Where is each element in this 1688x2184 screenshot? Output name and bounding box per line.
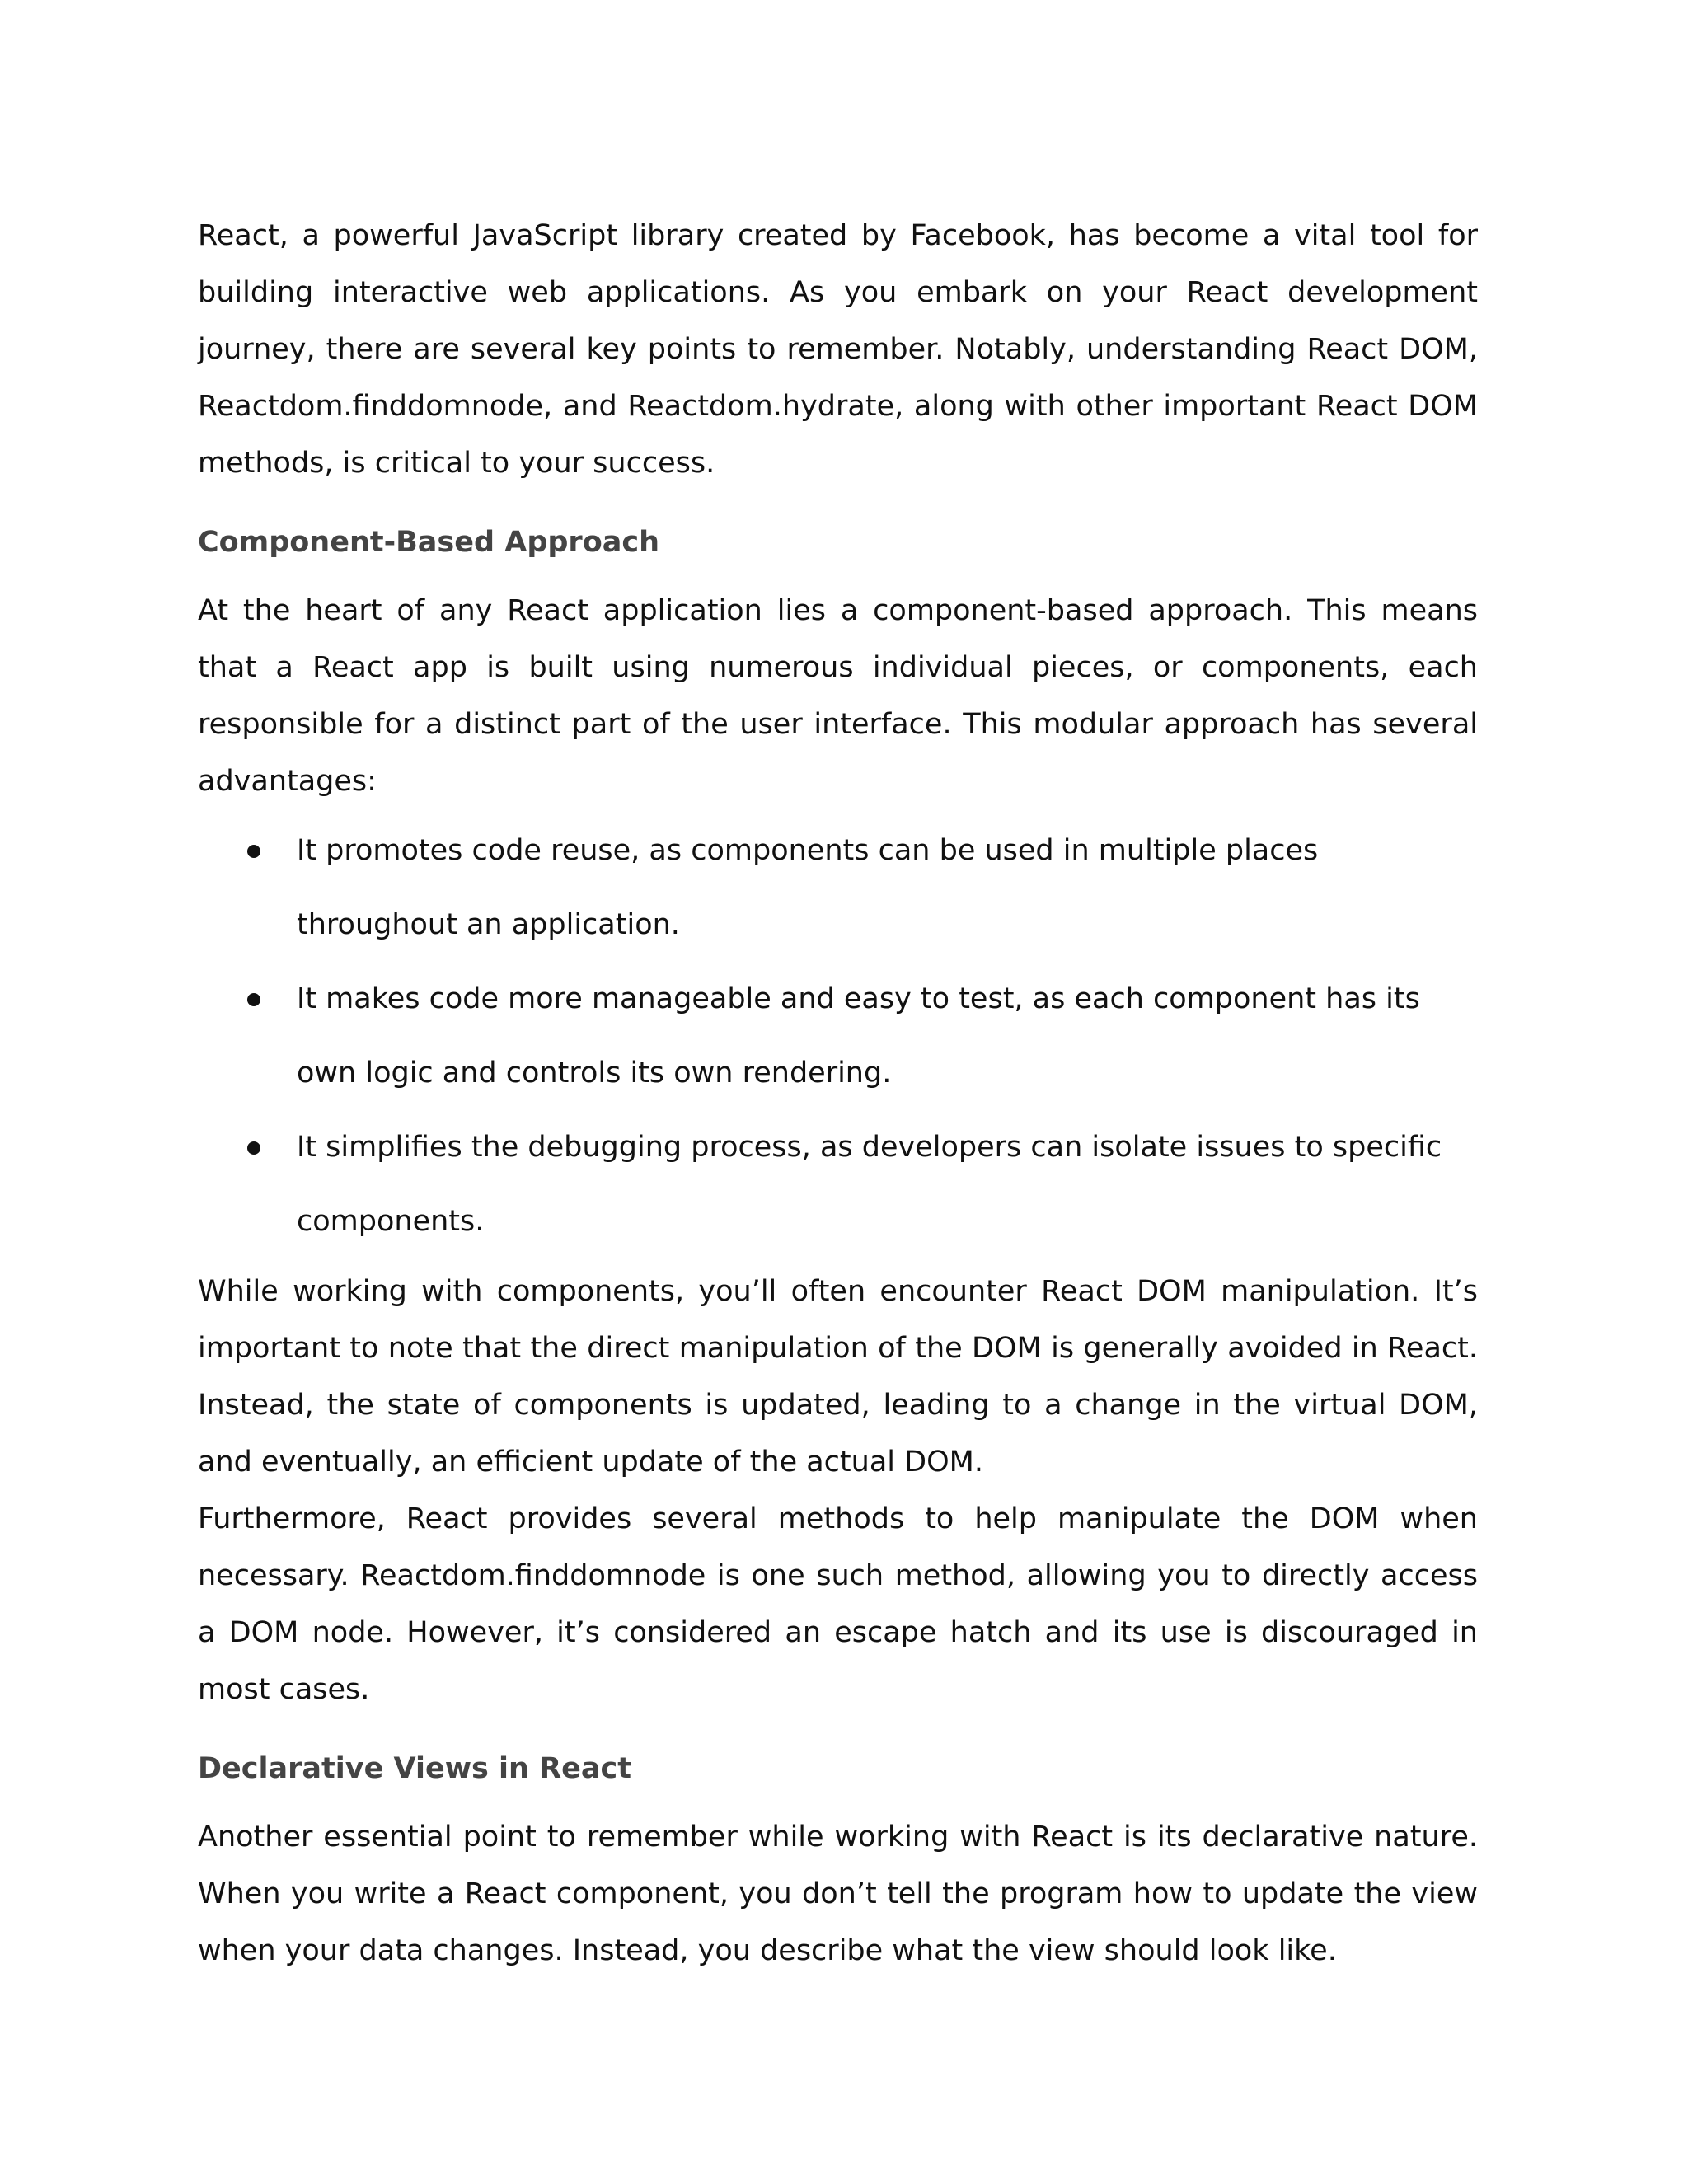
bullet-icon — [247, 1141, 260, 1155]
section1-paragraph-finddomnode: Furthermore, React provides several methods to help manipulate the DOM when necessary. Reactdom.finddomnode is one such method, allowing you to directly access a DOM node. However, it’s considered an escape hatch and its use is discouraged in most cases. — [198, 1502, 1478, 1706]
list-item — [198, 1110, 1478, 1258]
list-item-text: It simplifies the debugging process, as developers can isolate issues to specific components. — [297, 1131, 1442, 1238]
list-item — [198, 813, 1478, 962]
section2-paragraph: Another essential point to remember while working with React is its declarative nature. When you write a React component, you don’t tell the program how to update the view when your data changes. Instead, you describe what the view should look like. — [198, 1821, 1478, 1967]
section1-paragraph: At the heart of any React application lies a component-based approach. This means that a React app is built using numerous individual pieces, or components, each responsible for a distinct part of the user interface. This modular approach has several advantages: — [198, 594, 1478, 798]
bullet-icon — [247, 993, 260, 1006]
list-item — [198, 962, 1478, 1110]
section1-paragraph-dom-manipulation: While working with components, you’ll often encounter React DOM manipulation. It’s important to note that the direct manipulation of the DOM is generally avoided in React. Instead, the state of components is updated, leading to a change in the virtual DOM, and eventually, an efficient update of the actual DOM. — [198, 1275, 1478, 1479]
list-item-text: It promotes code reuse, as components can be used in multiple places throughout an application. — [297, 834, 1319, 941]
document-body — [198, 208, 1478, 1980]
bullet-icon — [247, 845, 260, 858]
list-item-text: It makes code more manageable and easy to test, as each component has its own logic and controls its own rendering. — [297, 982, 1420, 1090]
section-heading-component-based: Component-Based Approach — [198, 526, 660, 559]
intro-paragraph: React, a powerful JavaScript library created by Facebook, has become a vital tool for building interactive web applications. As you embark on your React development journey, there are several key points to remember. Notably, understanding React DOM, Reactdom.finddomnode, and Reactdom.hydrate, along with other important React DOM methods, is critical to your success. — [198, 219, 1478, 480]
advantages-list — [198, 813, 1478, 1258]
section-heading-declarative-views: Declarative Views in React — [198, 1752, 631, 1785]
